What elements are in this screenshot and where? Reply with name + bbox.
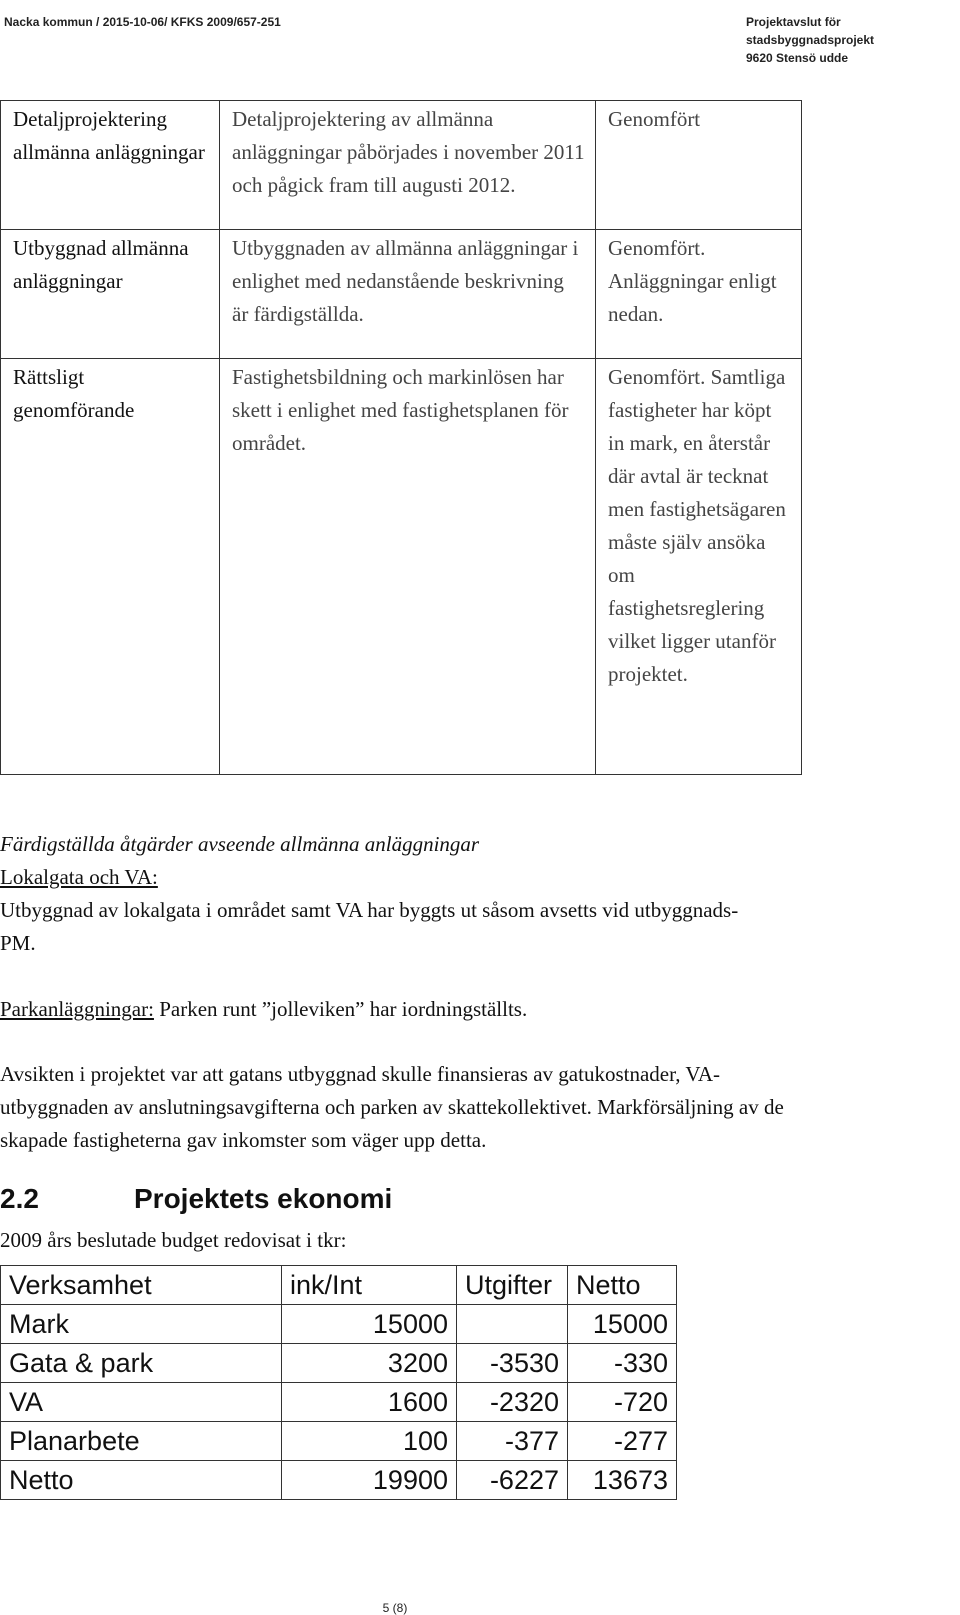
lokalgata-label: Lokalgata och VA: xyxy=(0,865,158,889)
park-text: Parken runt ”jolleviken” har iordningställts. xyxy=(153,997,528,1021)
status-cell: Genomfört. Anläggningar enligt nedan. xyxy=(608,236,777,326)
table-cell: -6227 xyxy=(457,1461,568,1500)
table-cell: Gata & park xyxy=(1,1344,282,1383)
page-number: 5 (8) xyxy=(382,1601,408,1615)
table-row xyxy=(1,1305,677,1344)
status-cell: Genomfört xyxy=(608,107,701,131)
column-header: Utgifter xyxy=(457,1266,568,1305)
park-paragraph xyxy=(0,993,527,1026)
table-row xyxy=(1,1461,677,1500)
table-cell: 100 xyxy=(282,1422,457,1461)
table-cell: 15000 xyxy=(282,1305,457,1344)
table-row xyxy=(1,101,802,230)
table-cell: -277 xyxy=(568,1422,677,1461)
table-cell: Mark xyxy=(1,1305,282,1344)
budget-table xyxy=(0,1265,677,1500)
table-row xyxy=(1,359,802,775)
header-right xyxy=(746,13,956,67)
status-cell: Genomfört. Samtliga fastigheter har köpt in mark, en återstår där avtal är tecknat men fastighetsägaren måste själv ansöka om fastighetsreglering vilket ligger utanför projektet. xyxy=(608,365,786,686)
section-number: 2.2 xyxy=(0,1183,39,1214)
table-cell: -330 xyxy=(568,1344,677,1383)
budget-intro: 2009 års beslutade budget redovisat i tkr: xyxy=(0,1228,347,1252)
header-right-line1: Projektavslut för stadsbyggnadsprojekt xyxy=(746,15,875,47)
plan-table xyxy=(0,100,802,775)
column-header: ink/Int xyxy=(282,1266,457,1305)
phase-cell: Utbyggnad allmänna anläggningar xyxy=(13,236,189,293)
table-cell xyxy=(457,1305,568,1344)
phase-cell: Detaljprojektering allmänna anläggningar xyxy=(13,107,205,164)
table-row xyxy=(1,1344,677,1383)
header-left: Nacka kommun / 2015-10-06/ KFKS 2009/657-251 xyxy=(4,15,281,29)
table-row xyxy=(1,1422,677,1461)
table-cell: Netto xyxy=(1,1461,282,1500)
header-right-line2: 9620 Stensö udde xyxy=(746,51,849,65)
table-cell: -377 xyxy=(457,1422,568,1461)
table-cell: -2320 xyxy=(457,1383,568,1422)
table-cell: 13673 xyxy=(568,1461,677,1500)
table-header-row xyxy=(1,1266,677,1305)
table-cell: VA xyxy=(1,1383,282,1422)
lokalgata-text: Utbyggnad av lokalgata i området samt VA har byggts ut såsom avsetts vid utbyggnads-PM. xyxy=(0,898,739,955)
completed-heading: Färdigställda åtgärder avseende allmänna anläggningar xyxy=(0,832,480,856)
table-cell: 3200 xyxy=(282,1344,457,1383)
park-label: Parkanläggningar: xyxy=(0,997,154,1021)
section-heading xyxy=(0,1183,392,1215)
description-cell: Fastighetsbildning och markinlösen har skett i enlighet med fastighetsplanen för området. xyxy=(232,365,569,455)
table-cell: -720 xyxy=(568,1383,677,1422)
column-header: Verksamhet xyxy=(1,1266,282,1305)
table-cell: 1600 xyxy=(282,1383,457,1422)
column-header: Netto xyxy=(568,1266,677,1305)
table-row xyxy=(1,1383,677,1422)
description-cell: Utbyggnaden av allmänna anläggningar i enlighet med nedanstående beskrivning är färdigställda. xyxy=(232,236,579,326)
table-cell: 19900 xyxy=(282,1461,457,1500)
table-cell: Planarbete xyxy=(1,1422,282,1461)
phase-cell: Rättsligt genomförande xyxy=(13,365,135,422)
description-cell: Detaljprojektering av allmänna anläggningar påbörjades i november 2011 och pågick fram till augusti 2012. xyxy=(232,107,585,197)
table-cell: -3530 xyxy=(457,1344,568,1383)
financing-text: Avsikten i projektet var att gatans utbyggnad skulle finansieras av gatukostnader, VA-utbyggnaden av anslutningsavgifterna och parken av skattekollektivet. Markförsäljning av de skapade fastigheterna gav inkomster som väger upp detta. xyxy=(0,1062,784,1152)
table-cell: 15000 xyxy=(568,1305,677,1344)
section-title: Projektets ekonomi xyxy=(134,1183,393,1214)
table-row xyxy=(1,230,802,359)
